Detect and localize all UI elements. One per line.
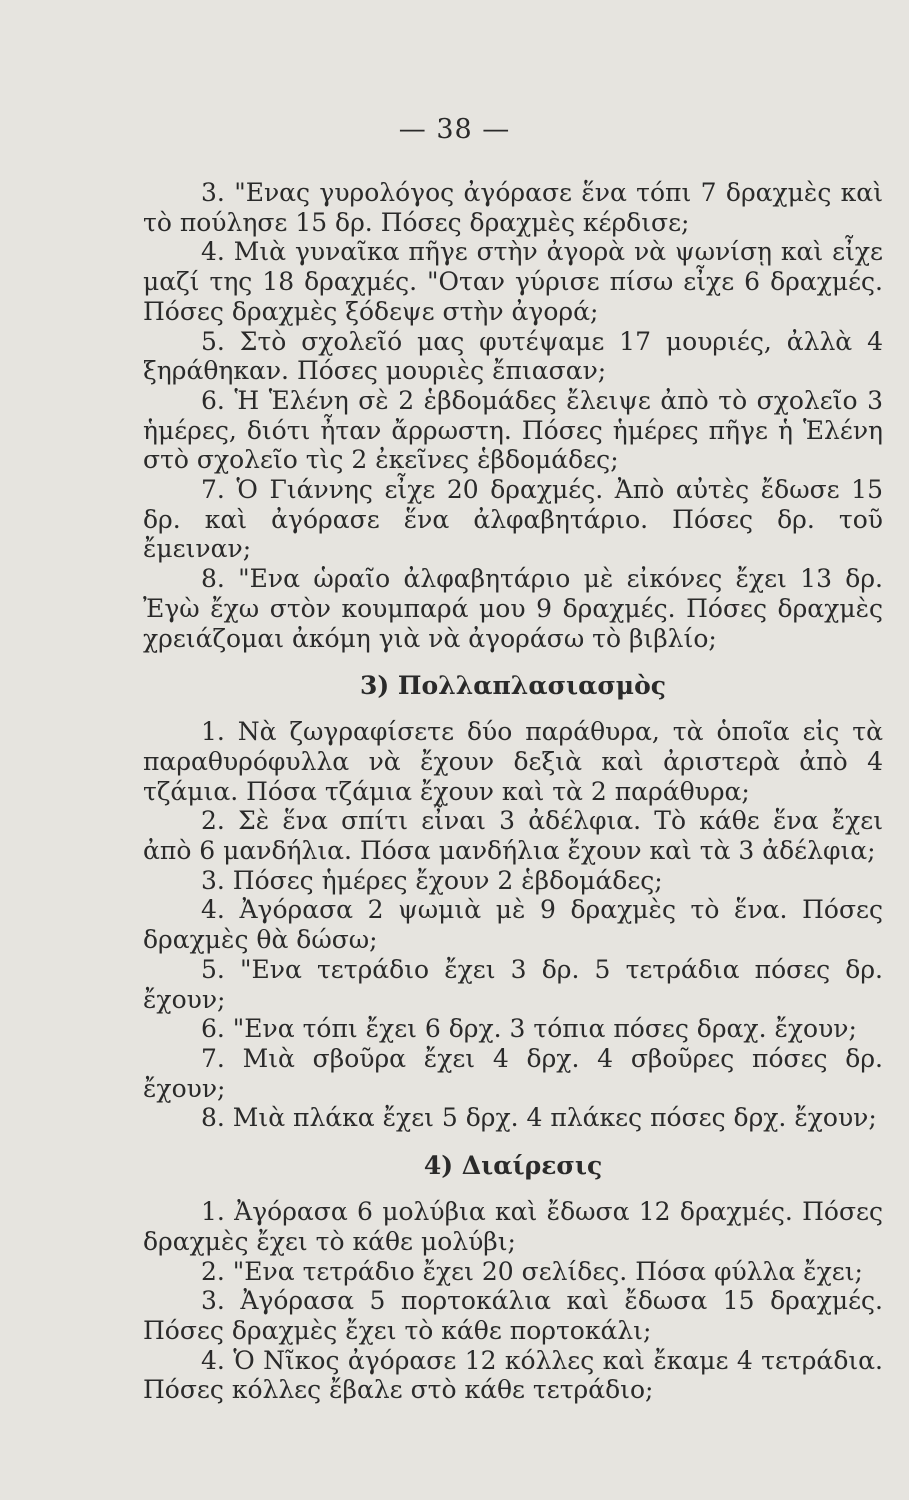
exercise-item: 6. Ἡ Ἑλένη σὲ 2 ἑβδομάδες ἔλειψε ἀπὸ τὸ σχολεῖο 3 ἡμέρες, διότι ἦταν ἄρρωστη. Πόσες ἡμέρες πῆγε ἡ Ἑλένη στὸ σχολεῖο τὶς 2 ἐκεῖνες ἑβδομάδες; <box>143 385 883 475</box>
exercise-item: 6. "Ενα τόπι ἔχει 6 δρχ. 3 τόπια πόσες δραχ. ἔχουν; <box>201 1014 857 1044</box>
exercise-item: 1. Νὰ ζωγραφίσετε δύο παράθυρα, τὰ ὁποῖα εἰς τὰ παραθυρόφυλλα νὰ ἔχουν δεξιὰ καὶ ἀριστερὰ ἀπὸ 4 τζάμια. Πόσα τζάμια ἔχουν καὶ τὰ 2 παράθυρα; <box>143 717 883 806</box>
exercise-item: 2. "Ενα τετράδιο ἔχει 20 σελίδες. Πόσα φύλλα ἔχει; <box>201 1256 863 1286</box>
exercise-item: 7. Μιὰ σβοῦρα ἔχει 4 δρχ. 4 σβοῦρες πόσες δρ. ἔχουν; <box>143 1043 883 1103</box>
exercise-item: 4. Ὁ Νῖκος ἀγόρασε 12 κόλλες καὶ ἔκαμε 4 τετράδια. Πόσες κόλλες ἔβαλε στὸ κάθε τετράδιο; <box>143 1345 883 1405</box>
exercise-item: 4. Ἀγόρασα 2 ψωμιὰ μὲ 9 δραχμὲς τὸ ἕνα. Πόσες δραχμὲς θὰ δώσω; <box>143 895 883 955</box>
page-number: — 38 — <box>398 114 511 145</box>
exercise-item: 4. Μιὰ γυναῖκα πῆγε στὴν ἀγορὰ νὰ ψωνίσῃ καὶ εἶχε μαζί της 18 δραχμές. "Οταν γύρισε πίσω εἶχε 6 δραχμές. Πόσες δραχμὲς ξόδεψε στὴν ἀγορά; <box>143 237 883 326</box>
exercise-item: 3. Ἀγόρασα 5 πορτοκάλια καὶ ἔδωσα 15 δραχμές. Πόσες δραχμὲς ἔχει τὸ κάθε πορτοκάλι; <box>143 1286 883 1345</box>
exercise-item: 5. "Ενα τετράδιο ἔχει 3 δρ. 5 τετράδια πόσες δρ. ἔχουν; <box>143 954 883 1014</box>
exercise-item: 3. Πόσες ἡμέρες ἔχουν 2 ἑβδομάδες; <box>201 865 663 895</box>
exercise-item: 5. Στὸ σχολεῖό μας φυτέψαμε 17 μουριές, ἀλλὰ 4 ξηράθηκαν. Πόσες μουριὲς ἔπιασαν; <box>143 326 883 386</box>
exercise-item: 7. Ὁ Γιάννης εἶχε 20 δραχμές. Ἀπὸ αὐτὲς ἔδωσε 15 δρ. καὶ ἀγόρασε ἕνα ἀλφαβητάριο. Πόσες δρ. τοῦ ἔμειναν; <box>143 475 883 564</box>
exercise-item: 2. Σὲ ἕνα σπίτι εἶναι 3 ἀδέλφια. Τὸ κάθε ἕνα ἔχει ἀπὸ 6 μανδήλια. Πόσα μανδήλια ἔχουν καὶ τὰ 3 ἀδέλφια; <box>143 806 883 866</box>
exercise-item: 8. Μιὰ πλάκα ἔχει 5 δρχ. 4 πλάκες πόσες δρχ. ἔχουν; <box>201 1103 877 1133</box>
exercise-item: 3. "Ενας γυρολόγος ἀγόρασε ἕνα τόπι 7 δραχμὲς καὶ τὸ πούλησε 15 δρ. Πόσες δραχμὲς κέρδισε; <box>143 178 883 237</box>
page-text <box>143 178 883 1405</box>
exercise-item: 8. "Ενα ὡραῖο ἀλφαβητάριο μὲ εἰκόνες ἔχει 13 δρ. Ἐγὼ ἔχω στὸν κουμπαρά μου 9 δραχμές. Πόσες δραχμὲς χρειάζομαι ἀκόμη γιὰ νὰ ἀγοράσω τὸ βιβλίο; <box>143 564 883 653</box>
exercise-item: 1. Ἀγόρασα 6 μολύβια καὶ ἔδωσα 12 δραχμές. Πόσες δραχμὲς ἔχει τὸ κάθε μολύβι; <box>143 1197 883 1256</box>
section-heading-multiplication: 3) Πολλαπλασιασμὸς <box>360 671 666 701</box>
section-heading-division: 4) Διαίρεσις <box>423 1151 603 1181</box>
